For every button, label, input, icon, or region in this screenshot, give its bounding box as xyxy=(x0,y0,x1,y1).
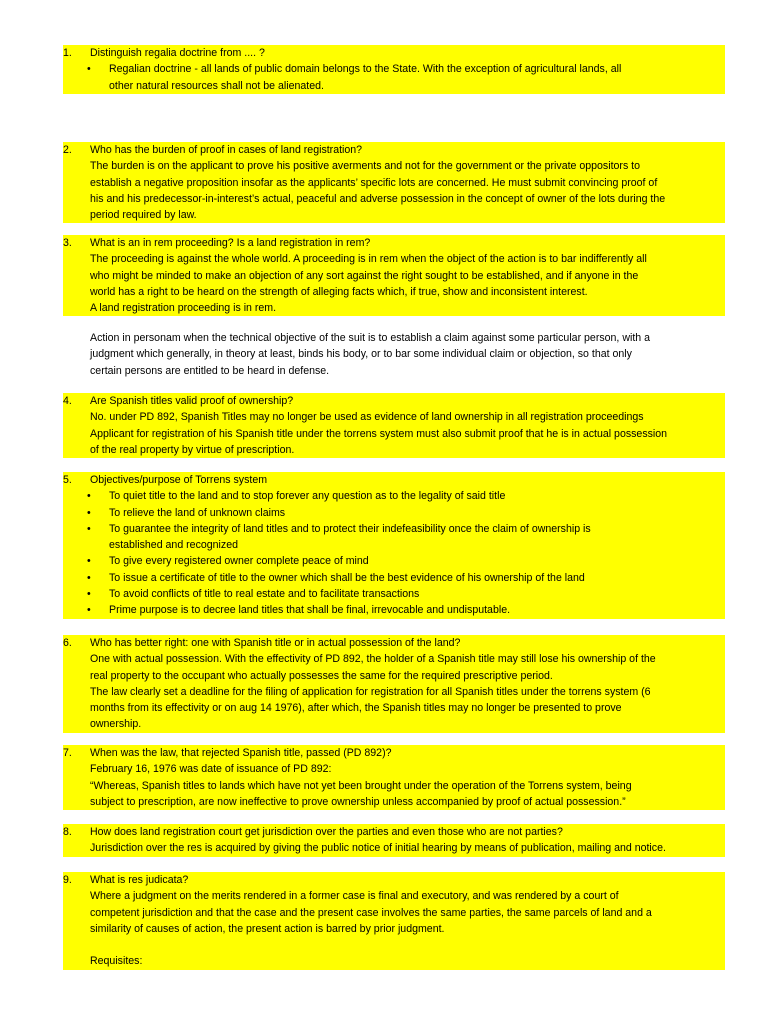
question-number: 3. xyxy=(63,237,72,249)
question-number: 8. xyxy=(63,826,72,838)
answer-line: his and his predecessor-in-interest’s actual, peaceful and adverse possession in the concept of owner of the lots during the xyxy=(90,192,666,205)
answer-line: No. under PD 892, Spanish Titles may no longer be used as evidence of land ownership in all registration proceedings xyxy=(90,411,644,424)
paragraph-line: certain persons are entitled to be heard in defense. xyxy=(90,364,330,377)
bullet-icon: • xyxy=(87,506,91,519)
answer-line: months from its effectivity or on aug 14 1976), after which, the Spanish titles may no longer be presented to prove xyxy=(90,702,622,715)
question-number: 4. xyxy=(63,395,72,407)
bullet-item: • To avoid conflicts of title to real estate and to facilitate transactions xyxy=(63,586,725,602)
question-text: When was the law, that rejected Spanish title, passed (PD 892)? xyxy=(90,747,392,759)
question-text: Distinguish regalia doctrine from .... ? xyxy=(90,47,265,59)
answer-line: One with actual possession. With the effectivity of PD 892, the holder of a Spanish title may still lose his ownership of the xyxy=(90,653,656,666)
answer-line: Applicant for registration of his Spanish title under the torrens system must also submit proof that he is in actual possession xyxy=(90,427,668,440)
answer-line: The burden is on the applicant to prove his positive averments and not for the government or the private oppositors to xyxy=(90,160,641,173)
bullet-item: • Regalian doctrine - all lands of public domain belongs to the State. With the exception of agricultural lands, all xyxy=(63,61,725,77)
answer-line: Where a judgment on the merits rendered in a former case is final and executory, and was rendered by a court of xyxy=(90,890,619,903)
question-number: 9. xyxy=(63,874,72,886)
answer-line: ownership. xyxy=(90,718,142,731)
answer-line: February 16, 1976 was date of issuance of PD 892: xyxy=(90,763,332,776)
bullet-item: • To give every registered owner complete peace of mind xyxy=(63,553,725,569)
answer-line: world has a right to be heard on the strength of alleging facts which, if true, show and inconsistent interest. xyxy=(90,285,588,298)
paragraph-line: Action in personam when the technical objective of the suit is to establish a claim against some particular person, with a xyxy=(90,332,650,344)
question-block-3 xyxy=(63,235,725,316)
answer-line: The law clearly set a deadline for the filing of application for registration for all Spanish titles under the torrens system (6 xyxy=(90,685,651,698)
question-number: 6. xyxy=(63,637,72,649)
answer-line: period required by law. xyxy=(90,209,197,222)
answer-line: of the real property by virtue of prescription. xyxy=(90,443,295,456)
question-text: Are Spanish titles valid proof of ownership? xyxy=(90,395,294,407)
question-text: How does land registration court get jurisdiction over the parties and even those who are not parties? xyxy=(90,826,563,838)
question-number: 1. xyxy=(63,47,72,59)
answer-line: Jurisdiction over the res is acquired by giving the public notice of initial hearing by means of publication, mailing and notice. xyxy=(90,842,666,855)
paragraph-line: judgment which generally, in theory at least, binds his body, or to bar some individual claim or objection, so that only xyxy=(90,348,632,361)
answer-line: real property to the occupant who actually possesses the same for the required prescriptive period. xyxy=(90,669,553,682)
question-block-7 xyxy=(63,745,725,810)
question-block-9 xyxy=(63,872,725,970)
bullet-icon: • xyxy=(87,588,91,601)
question-block-5 xyxy=(63,472,725,619)
question-text: What is an in rem proceeding? Is a land registration in rem? xyxy=(90,237,371,249)
bullet-item: • To guarantee the integrity of land titles and to protect their indefeasibility once the claim of ownership is xyxy=(63,521,725,537)
quote-line: “Whereas, Spanish titles to lands which have not yet been brought under the operation of the Torrens system, being xyxy=(90,779,632,792)
question-block-6 xyxy=(63,635,725,733)
requisites-label: Requisites: xyxy=(90,955,143,968)
bullet-item: • To quiet title to the land and to stop forever any question as to the legality of said title xyxy=(63,488,725,504)
answer-line: A land registration proceeding is in rem. xyxy=(90,302,277,315)
question-number: 5. xyxy=(63,474,72,486)
bullet-item: • Prime purpose is to decree land titles that shall be final, irrevocable and undisputable. xyxy=(63,602,725,618)
answer-line: competent jurisdiction and that the case and the present case involves the same parties, the same parcels of land and a xyxy=(90,906,652,919)
question-number: 7. xyxy=(63,747,72,759)
quote-line: subject to prescription, are now ineffective to prove ownership unless accompanied by proof of actual possession.” xyxy=(90,795,626,808)
answer-line: The proceeding is against the whole world. A proceeding is in rem when the object of the action is to bar indifferently all xyxy=(90,253,647,266)
answer-line: establish a negative proposition insofar as the applicants’ specific lots are concerned. He must submit convincing proof of xyxy=(90,176,658,189)
bullet-icon: • xyxy=(87,522,91,535)
question-block-2 xyxy=(63,142,725,223)
bullet-continuation: other natural resources shall not be alienated. xyxy=(109,79,324,92)
bullet-icon: • xyxy=(87,555,91,568)
question-block-8 xyxy=(63,824,725,857)
bullet-item: • To issue a certificate of title to the owner which shall be the best evidence of his ownership of the land xyxy=(63,570,725,586)
bullet-item: • To relieve the land of unknown claims xyxy=(63,505,725,521)
question-text: What is res judicata? xyxy=(90,874,189,886)
question-block-4 xyxy=(63,393,725,458)
question-number: 2. xyxy=(63,144,72,156)
personam-paragraph xyxy=(90,330,730,379)
bullet-icon: • xyxy=(87,490,91,503)
bullet-icon: • xyxy=(87,604,91,617)
question-text: Who has better right: one with Spanish title or in actual possession of the land? xyxy=(90,637,461,649)
question-text: Objectives/purpose of Torrens system xyxy=(90,474,268,486)
answer-line: who might be minded to make an objection of any sort against the right sought to be established, and if anyone in the xyxy=(90,269,639,282)
bullet-icon: • xyxy=(87,571,91,584)
bullet-continuation: established and recognized xyxy=(109,539,238,552)
question-block-1 xyxy=(63,45,725,94)
answer-line: similarity of causes of action, the present action is barred by prior judgment. xyxy=(90,922,445,935)
bullet-icon: • xyxy=(87,63,91,76)
question-text: Who has the burden of proof in cases of land registration? xyxy=(90,144,363,156)
